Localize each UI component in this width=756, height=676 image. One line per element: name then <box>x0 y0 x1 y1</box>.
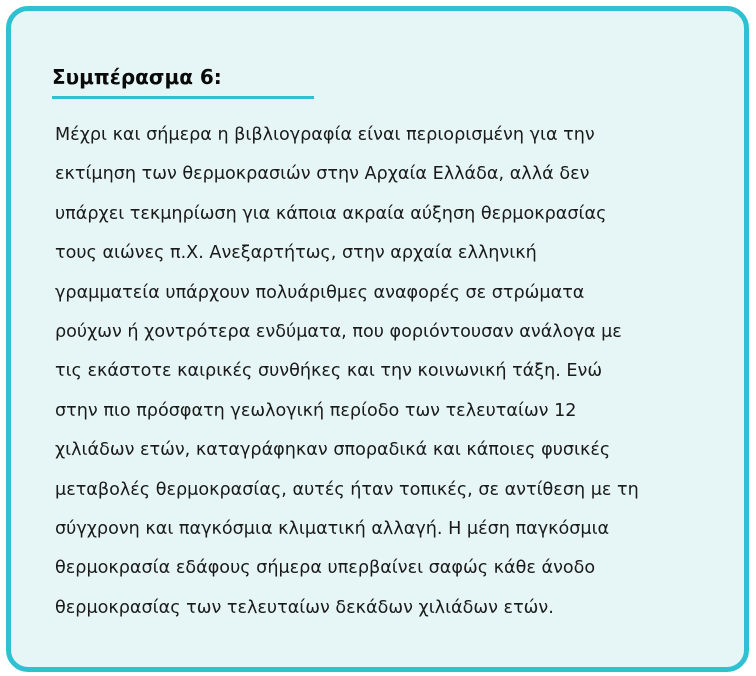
paragraph-line: υπάρχει τεκμηρίωση για κάποια ακραία αύξηση θερμοκρασίας <box>55 203 607 224</box>
paragraph-line: τις εκάστοτε καιρικές συνθήκες και την κοινωνική τάξη. Ενώ <box>55 361 603 382</box>
paragraph-line: Μέχρι και σήμερα η βιβλιογραφία είναι περιορισμένη για την <box>55 125 595 145</box>
paragraph-line: θερμοκρασία εδάφους σήμερα υπερβαίνει σαφώς κάθε άνοδο <box>55 558 596 579</box>
conclusion-paragraph <box>55 116 710 628</box>
paragraph-line: θερμοκρασίας των τελευταίων δεκάδων χιλιάδων ετών. <box>55 597 554 618</box>
paragraph-line: μεταβολές θερμοκρασίας, αυτές ήταν τοπικές, σε αντίθεση με τη <box>55 479 639 500</box>
paragraph-line: εκτίμηση των θερμοκρασιών στην Αρχαία Ελλάδα, αλλά δεν <box>55 164 590 185</box>
paragraph-line: στην πιο πρόσφατη γεωλογική περίοδο των τελευταίων 12 <box>55 400 577 421</box>
conclusion-title: Συμπέρασμα 6: <box>52 65 222 89</box>
title-underline <box>52 96 314 99</box>
paragraph-line: γραμματεία υπάρχουν πολυάριθμες αναφορές σε στρώματα <box>55 282 585 303</box>
paragraph-line: χιλιάδων ετών, καταγράφηκαν σποραδικά και κάποιες φυσικές <box>55 440 611 461</box>
paragraph-line: ρούχων ή χοντρότερα ενδύματα, που φοριόντουσαν ανάλογα με <box>55 322 622 343</box>
paragraph-line: σύγχρονη και παγκόσμια κλιματική αλλαγή. Η μέση παγκόσμια <box>55 519 610 540</box>
paragraph-line: τους αιώνες π.Χ. Ανεξαρτήτως, στην αρχαία ελληνική <box>55 243 537 264</box>
